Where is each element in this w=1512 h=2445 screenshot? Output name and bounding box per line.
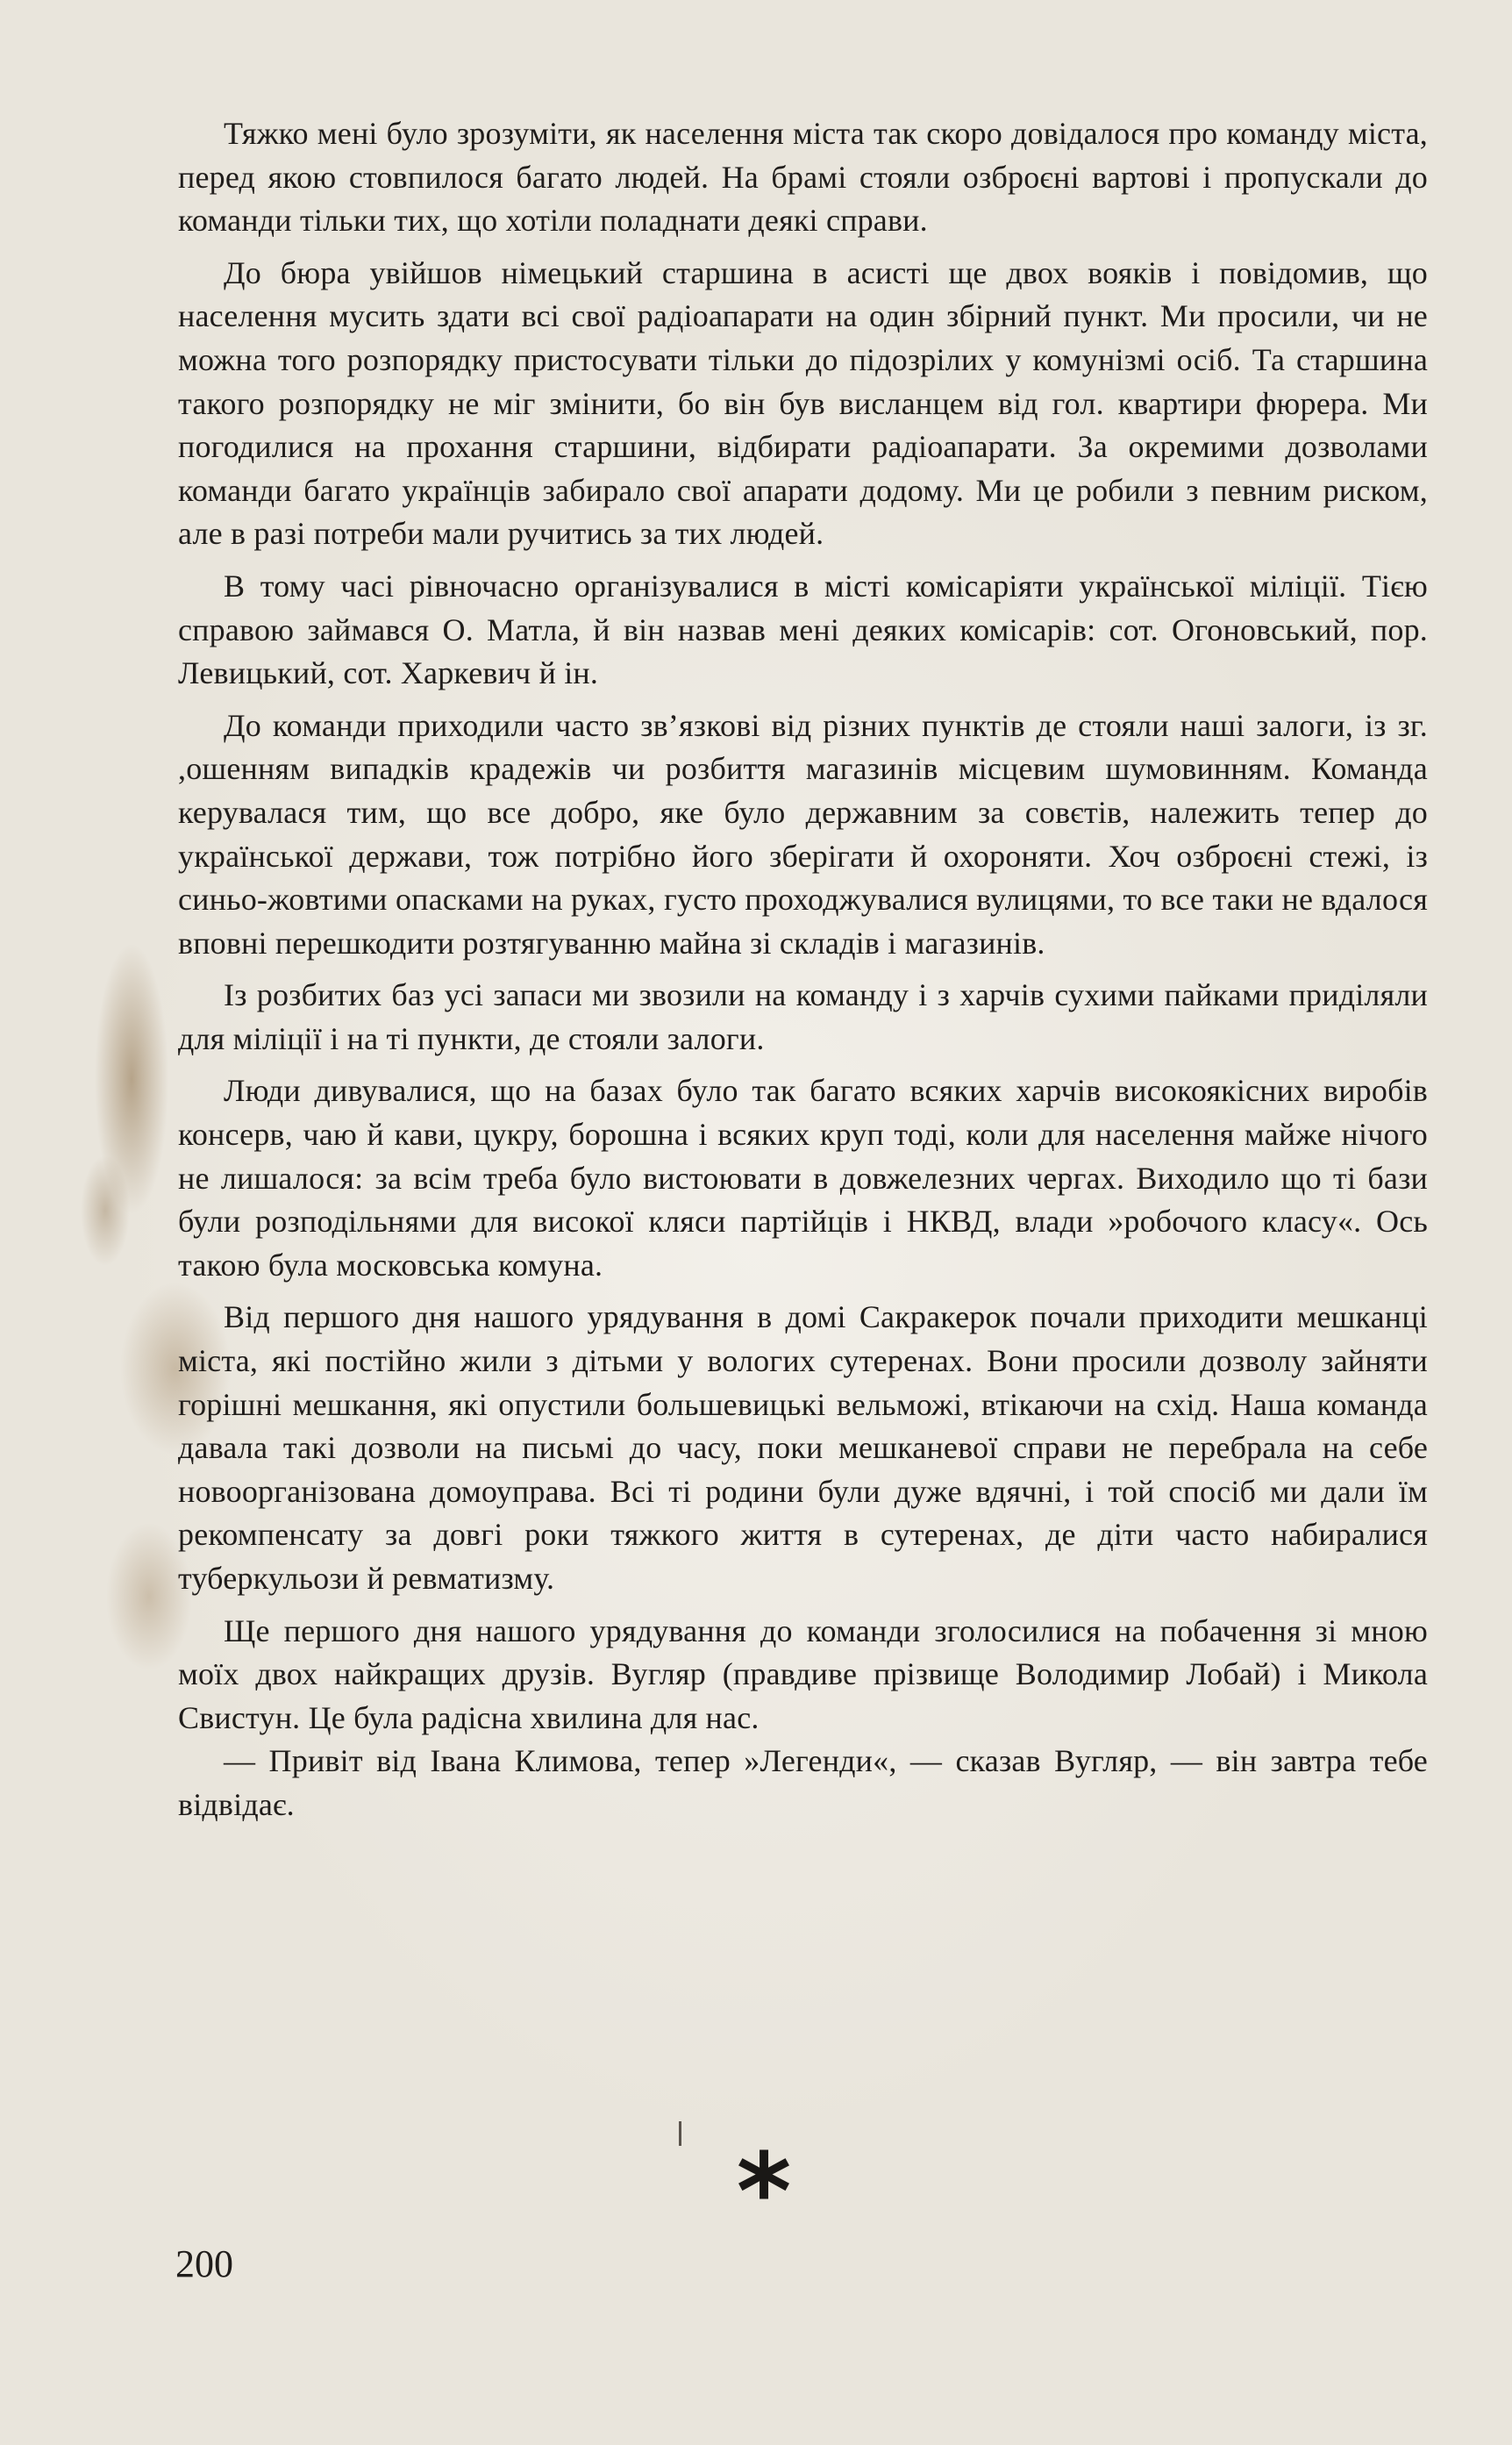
paragraph: Із розбитих баз усі запаси ми звозили на команду і з харчів сухими пайками приділяли для міліції і на ті пункти, де стояли залоги. [178,977,1428,1056]
page-number: 200 [175,2242,233,2285]
paragraph: До бюра увійшов німецький старшина в асисті ще двох вояків і повідомив, що населення мусить здати всі свої радіоапарати на один збірний пункт. Ми просили, чи не можна того розпорядку пристосувати тільки до підозрілих у комунізмі осіб. Та старшина такого розпорядку не міг змінити, бо він був висланцем від гол. квартири фюрера. Ми погодилися на прохання старшини, відбирати радіоапарати. За окремими дозволами команди багато українців забирало свої апарати додому. Ми це робили з певним риском, але в разі потреби мали ручитись за тих людей. [178,254,1428,552]
paragraph: До команди приходили часто зв’язкові від різних пунктів де стояли наші залоги, із зг. ,ошенням випадків крадежів чи розбиття магазинів місцевим шумовинням. Команда керувалася тим, що все добро, яке було державним за совєтів, належить тепер до української держави, тож потрібно його зберігати й охороняти. Хоч озброєні стежі, із синьо-жовтими опасками на руках, густо проходжувалися вулицями, то все таки не вдалося вповні перешкодити розтягуванню майна зі складів і магазинів. [178,707,1428,961]
body-text [178,112,1428,1827]
paragraph: Люди дивувалися, що на базах було так багато всяких харчів високоякісних виробів консерв, чаю й кави, цукру, борошна і всяких круп тоді, коли для населення майже нічого не лишалося: за всім треба було вистоювати в довжелезних чергах. Виходило що ті бази були розподільнями для високої кляси партійців і НКВД, влади »робочого класу«. Ось такою була московська комуна. [178,1073,1428,1283]
paragraph: В тому часі рівночасно організувалися в місті комісаріяти української міліції. Тією справою займався О. Матла, й він назвав мені деяких комісарів: сот. Огоновський, пор. Левицький, сот. Харкевич й ін. [178,568,1428,691]
ink-mark [679,2121,681,2146]
section-separator-asterisk: * [736,2132,792,2254]
dialogue-line: — Привіт від Івана Климова, тепер »Легенди«, — сказав Вугляр, — він завтра тебе відвідає. [178,1743,1428,1822]
paragraph: Ще першого дня нашого урядування до команди зголосилися на побачення зі мною моїх двох найкращих друзів. Вугляр (правдиве прізвище Володимир Лобай) і Микола Свистун. Це була радісна хвилина для нас. [178,1612,1428,1735]
paragraph: Від першого дня нашого урядування в домі Сакракерок почали приходити мешканці міста, які постійно жили з дітьми у вологих сутеренах. Вони просили дозволу зайняти горішні мешкання, які опустили большевицькі вельможі, втікаючи на схід. Наша команда давала такі дозволи на письмі до часу, поки мешканевої справи не перебрала на себе новоорганізована домоуправа. Всі ті родини були дуже вдячні, і той спосіб ми дали їм рекомпенсату за довгі роки тяжкого життя в сутеренах, де діти часто набиралися туберкульози й ревматизму. [178,1299,1428,1596]
paragraph: Тяжко мені було зрозуміти, як населення міста так скоро довідалося про команду міста, перед якою стовпилося багато людей. На брамі стояли озброєні вартові і пропускали до команди тільки тих, що хотіли поладнати деякі справи. [178,116,1428,239]
